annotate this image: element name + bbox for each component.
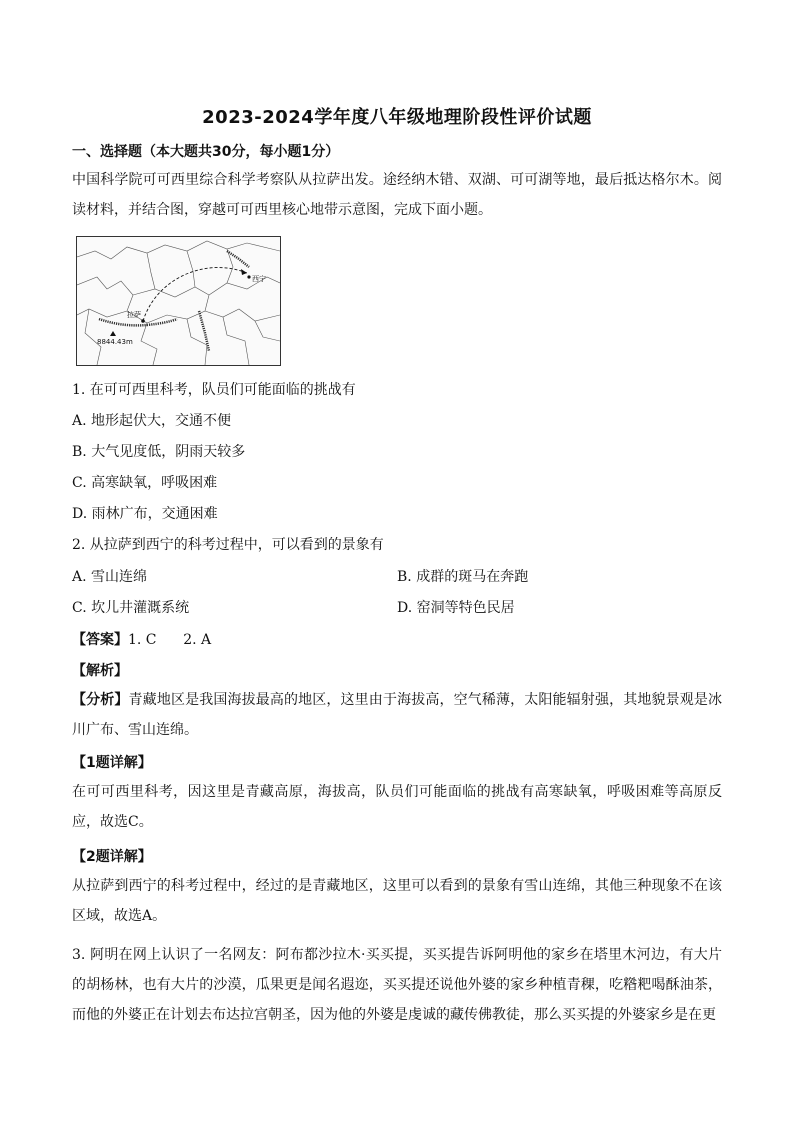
analysis-label: 【分析】 — [72, 692, 129, 708]
q1-option-a: A. 地形起伏大，交通不便 — [72, 413, 232, 429]
q2-stem: 2. 从拉萨到西宁的科考过程中，可以看到的景象有 — [72, 537, 384, 553]
analysis-heading: 【解析】 — [72, 663, 128, 679]
q1-stem: 1. 在可可西里科考，队员们可能面临的挑战有 — [72, 382, 356, 398]
q3-stem: 3. 阿明在网上认识了一名网友：阿布都沙拉木·买买提，买买提告诉阿明他的家乡在塔里木河边，有大片的胡杨林，也有大片的沙漠，瓜果更是闻名遐迩，买买提还说他外婆的家乡种植青稞，吃糌粑喝酥油茶，而他的外婆正在计划去布达拉宫朝圣，因为他的外婆是虔诚的藏传佛教徒，那么买买提的外婆家乡是在更 — [72, 947, 722, 1023]
section-heading: 一、选择题（本大题共30分，每小题1分） — [72, 144, 340, 160]
q2-option-d: D. 窑洞等特色民居 — [397, 600, 515, 616]
q2-option-b: B. 成群的斑马在奔跑 — [397, 569, 529, 585]
boundary-lines — [77, 241, 280, 365]
intro-paragraph: 中国科学院可可西里综合科学考察队从拉萨出发。途经纳木错、双湖、可可湖等地，最后抵达格尔木。阅读材料，并结合图，穿越可可西里核心地带示意图，完成下面小题。 — [72, 172, 722, 218]
xining-label: 西宁 — [252, 275, 266, 283]
elevation-label: 8844.43m — [97, 338, 133, 346]
analysis-paragraph — [72, 685, 722, 745]
everest-icon — [110, 331, 116, 336]
route-arrowhead — [241, 269, 247, 275]
detail2-text: 从拉萨到西宁的科考过程中，经过的是青藏地区，这里可以看到的景象有雪山连绵，其他三种现象不在该区域，故选A。 — [72, 878, 722, 924]
map-figure — [76, 236, 281, 366]
lhasa-label: 拉萨 — [127, 311, 141, 319]
detail1-heading: 【1题详解】 — [72, 755, 152, 771]
analysis-text: 青藏地区是我国海拔最高的地区，这里由于海拔高，空气稀薄，太阳能辐射强，其地貌景观是冰川广布、雪山连绵。 — [72, 692, 723, 738]
answer-line — [72, 629, 211, 649]
detail2-heading: 【2题详解】 — [72, 849, 152, 865]
q1-option-b: B. 大气见度低，阴雨天较多 — [72, 444, 246, 460]
lhasa-marker — [141, 319, 145, 323]
answer-label: 【答案】 — [72, 632, 128, 648]
mountain-ranges — [99, 251, 249, 351]
q2-option-a: A. 雪山连绵 — [72, 569, 148, 585]
detail1-text: 在可可西里科考，因这里是青藏高原，海拔高，队员们可能面临的挑战有高寒缺氧，呼吸困难等高原反应，故选C。 — [72, 784, 722, 830]
map-svg — [77, 237, 280, 365]
xining-marker — [247, 275, 250, 278]
page-title: 2023-2024学年度八年级地理阶段性评价试题 — [202, 107, 592, 128]
q1-option-d: D. 雨林广布，交通困难 — [72, 506, 218, 522]
answer-text: 1. C 2. A — [128, 632, 212, 648]
q2-option-c: C. 坎儿井灌溉系统 — [72, 600, 190, 616]
q1-option-c: C. 高寒缺氧，呼吸困难 — [72, 475, 218, 491]
